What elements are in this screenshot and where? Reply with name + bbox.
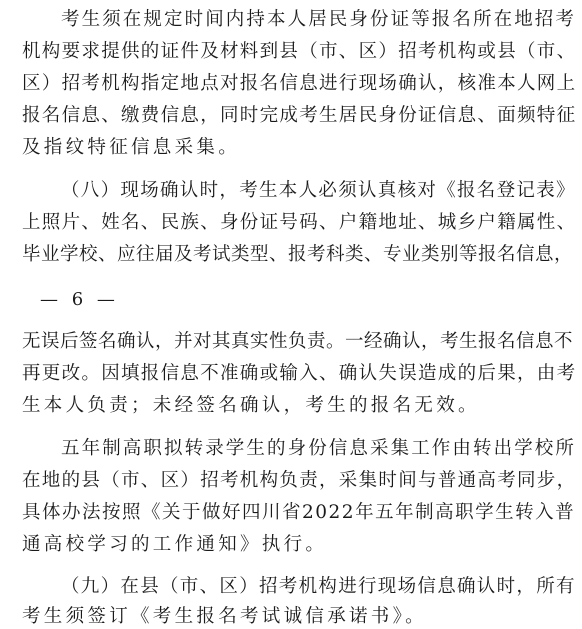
paragraph-4-line-1: 五年制高职拟转录学生的身份信息采集工作由转出学校所 — [61, 438, 577, 459]
paragraph-5-line-2: 考生须签订《考生报名考试诚信承诺书》。 — [22, 606, 427, 627]
paragraph-2-line-3: 毕业学校、应往届及考试类型、报考科类、专业类别等报名信息， — [22, 244, 574, 265]
paragraph-1-line-4: 报名信息、缴费信息，同时完成考生居民身份证信息、面频特征 — [22, 105, 577, 126]
paragraph-2-line-1: （八）现场确认时，考生本人必须认真核对《报名登记表》 — [61, 180, 576, 201]
paragraph-4-line-3: 具体办法按照《关于做好四川省2022年五年制高职学生转入普 — [22, 502, 576, 523]
paragraph-1-line-3: 区）招考机构指定地点对报名信息进行现场确认，核准本人网上 — [22, 73, 577, 94]
paragraph-5-line-1: （九）在县（市、区）招考机构进行现场信息确认时，所有 — [61, 576, 576, 597]
paragraph-2-line-2: 上照片、姓名、民族、身份证号码、户籍地址、城乡户籍属性、 — [22, 212, 577, 233]
paragraph-3-line-2: 再更改。因填报信息不准确或输入、确认失误造成的后果，由考 — [22, 363, 577, 384]
paragraph-1-line-2: 机构要求提供的证件及材料到县（市、区）招考机构或县（市、 — [22, 41, 577, 62]
paragraph-4-line-4: 通高校学习的工作通知》执行。 — [22, 534, 328, 555]
paragraph-3-line-3: 生本人负责；未经签名确认，考生的报名无效。 — [22, 395, 480, 416]
page-number: — 6 — — [40, 289, 119, 310]
paragraph-3-line-1: 无误后签名确认，并对其真实性负责。一经确认，考生报名信息不 — [22, 331, 574, 352]
paragraph-1-line-1: 考生须在规定时间内持本人居民身份证等报名所在地招考 — [61, 9, 577, 30]
paragraph-1-line-5: 及指纹特征信息采集。 — [22, 137, 241, 158]
paragraph-4-line-2: 在地的县（市、区）招考机构负责，采集时间与普通高考同步， — [22, 470, 577, 491]
